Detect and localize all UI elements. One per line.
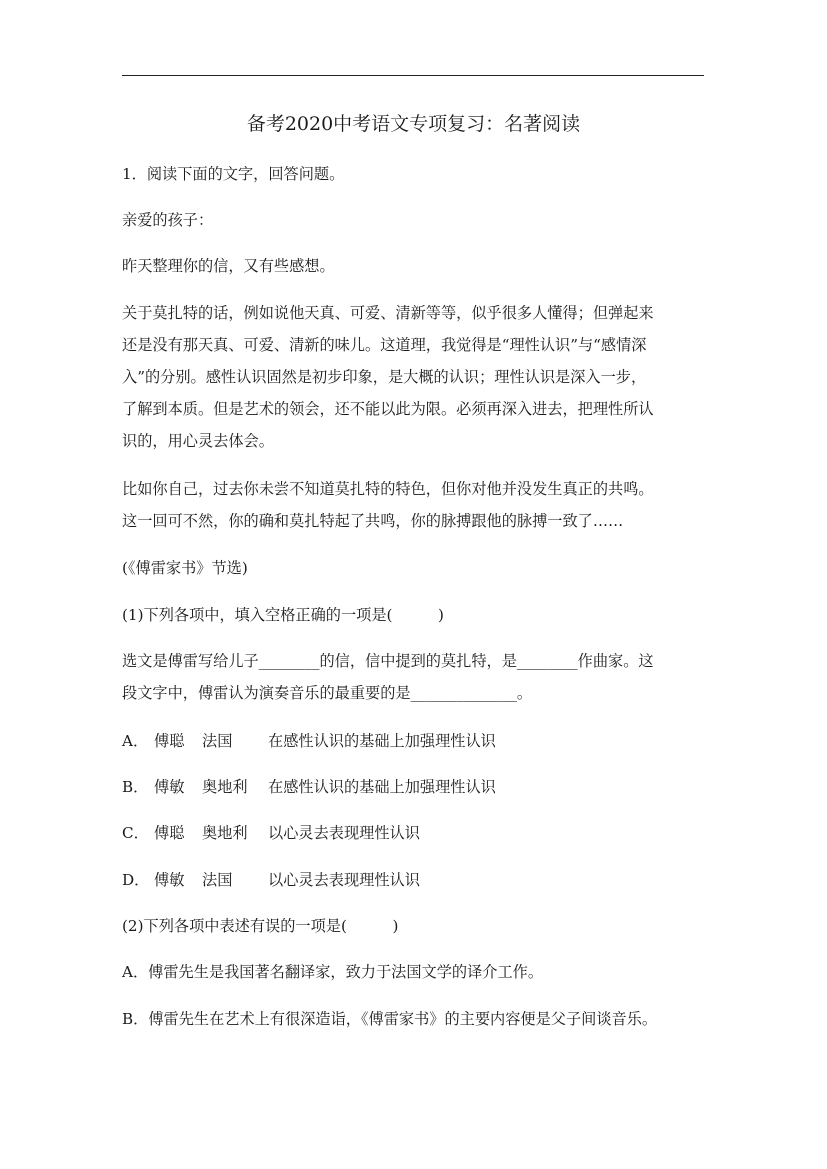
paragraph-2-line: 还是没有那天真、可爱、清新的味儿。这道理，我觉得是“理性认识”与“感情深 — [122, 336, 647, 354]
paragraph-1: 昨天整理你的信，又有些感想。 — [122, 257, 335, 275]
sub-question-2-option-a: A．傅雷先生是我国著名翻译家，致力于法国文学的译介工作。 — [122, 963, 544, 981]
option-name: 傅聪 — [154, 732, 185, 750]
option-letter: D． — [122, 871, 150, 889]
sub-question-2-option-b: B．傅雷先生在艺术上有很深造诣，《傅雷家书》的主要内容便是父子间谈音乐。 — [122, 1010, 658, 1028]
header-rule — [122, 75, 704, 76]
sub-question-1-stem: (1)下列各项中，填入空格正确的一项是( ) — [122, 606, 444, 624]
option-desc: 以心灵去表现理性认识 — [268, 871, 420, 889]
option-d — [122, 868, 420, 892]
option-letter: A． — [122, 732, 149, 750]
option-name: 傅敏 — [154, 871, 185, 889]
source-citation: (《傅雷家书》节选) — [122, 559, 248, 577]
paragraph-2-line: 识的，用心灵去体会。 — [122, 432, 274, 450]
option-letter: C． — [122, 824, 149, 842]
letter-greeting: 亲爱的孩子： — [122, 211, 214, 229]
option-desc: 以心灵去表现理性认识 — [268, 824, 420, 842]
paragraph-3-line: 这一回可不然，你的确和莫扎特起了共鸣，你的脉搏跟他的脉搏一致了…… — [122, 512, 624, 530]
option-place: 奥地利 — [202, 824, 248, 842]
option-c — [122, 821, 420, 845]
paragraph-2-line: 了解到本质。但是艺术的领会，还不能以此为限。必须再深入进去，把理性所认 — [122, 400, 654, 418]
paragraph-3-line: 比如你自己，过去你未尝不知道莫扎特的特色，但你对他并没发生真正的共鸣。 — [122, 480, 654, 498]
option-b — [122, 775, 496, 799]
option-place: 法国 — [202, 732, 233, 750]
option-place: 奥地利 — [202, 778, 248, 796]
page-title: 备考2020中考语文专项复习：名著阅读 — [246, 113, 581, 135]
sub-question-1-text-line: 段文字中，傅雷认为演奏音乐的最重要的是______________。 — [122, 684, 533, 702]
paragraph-2-line: 入”的分别。感性认识固然是初步印象，是大概的认识；理性认识是深入一步， — [122, 368, 647, 386]
sub-question-1-text-line: 选文是傅雷写给儿子________的信，信中提到的莫扎特，是________作曲家。这 — [122, 652, 654, 670]
question-1-stem: 1．阅读下面的文字，回答问题。 — [122, 165, 345, 183]
option-name: 傅聪 — [154, 824, 185, 842]
option-name: 傅敏 — [154, 778, 185, 796]
sub-question-2-stem: (2)下列各项中表述有误的一项是( ) — [122, 917, 399, 935]
option-letter: B． — [122, 778, 149, 796]
option-a — [122, 729, 496, 753]
option-desc: 在感性认识的基础上加强理性认识 — [268, 778, 496, 796]
option-desc: 在感性认识的基础上加强理性认识 — [268, 732, 496, 750]
paragraph-2-line: 关于莫扎特的话，例如说他天真、可爱、清新等等，似乎很多人懂得；但弹起来 — [122, 304, 654, 322]
option-place: 法国 — [202, 871, 233, 889]
